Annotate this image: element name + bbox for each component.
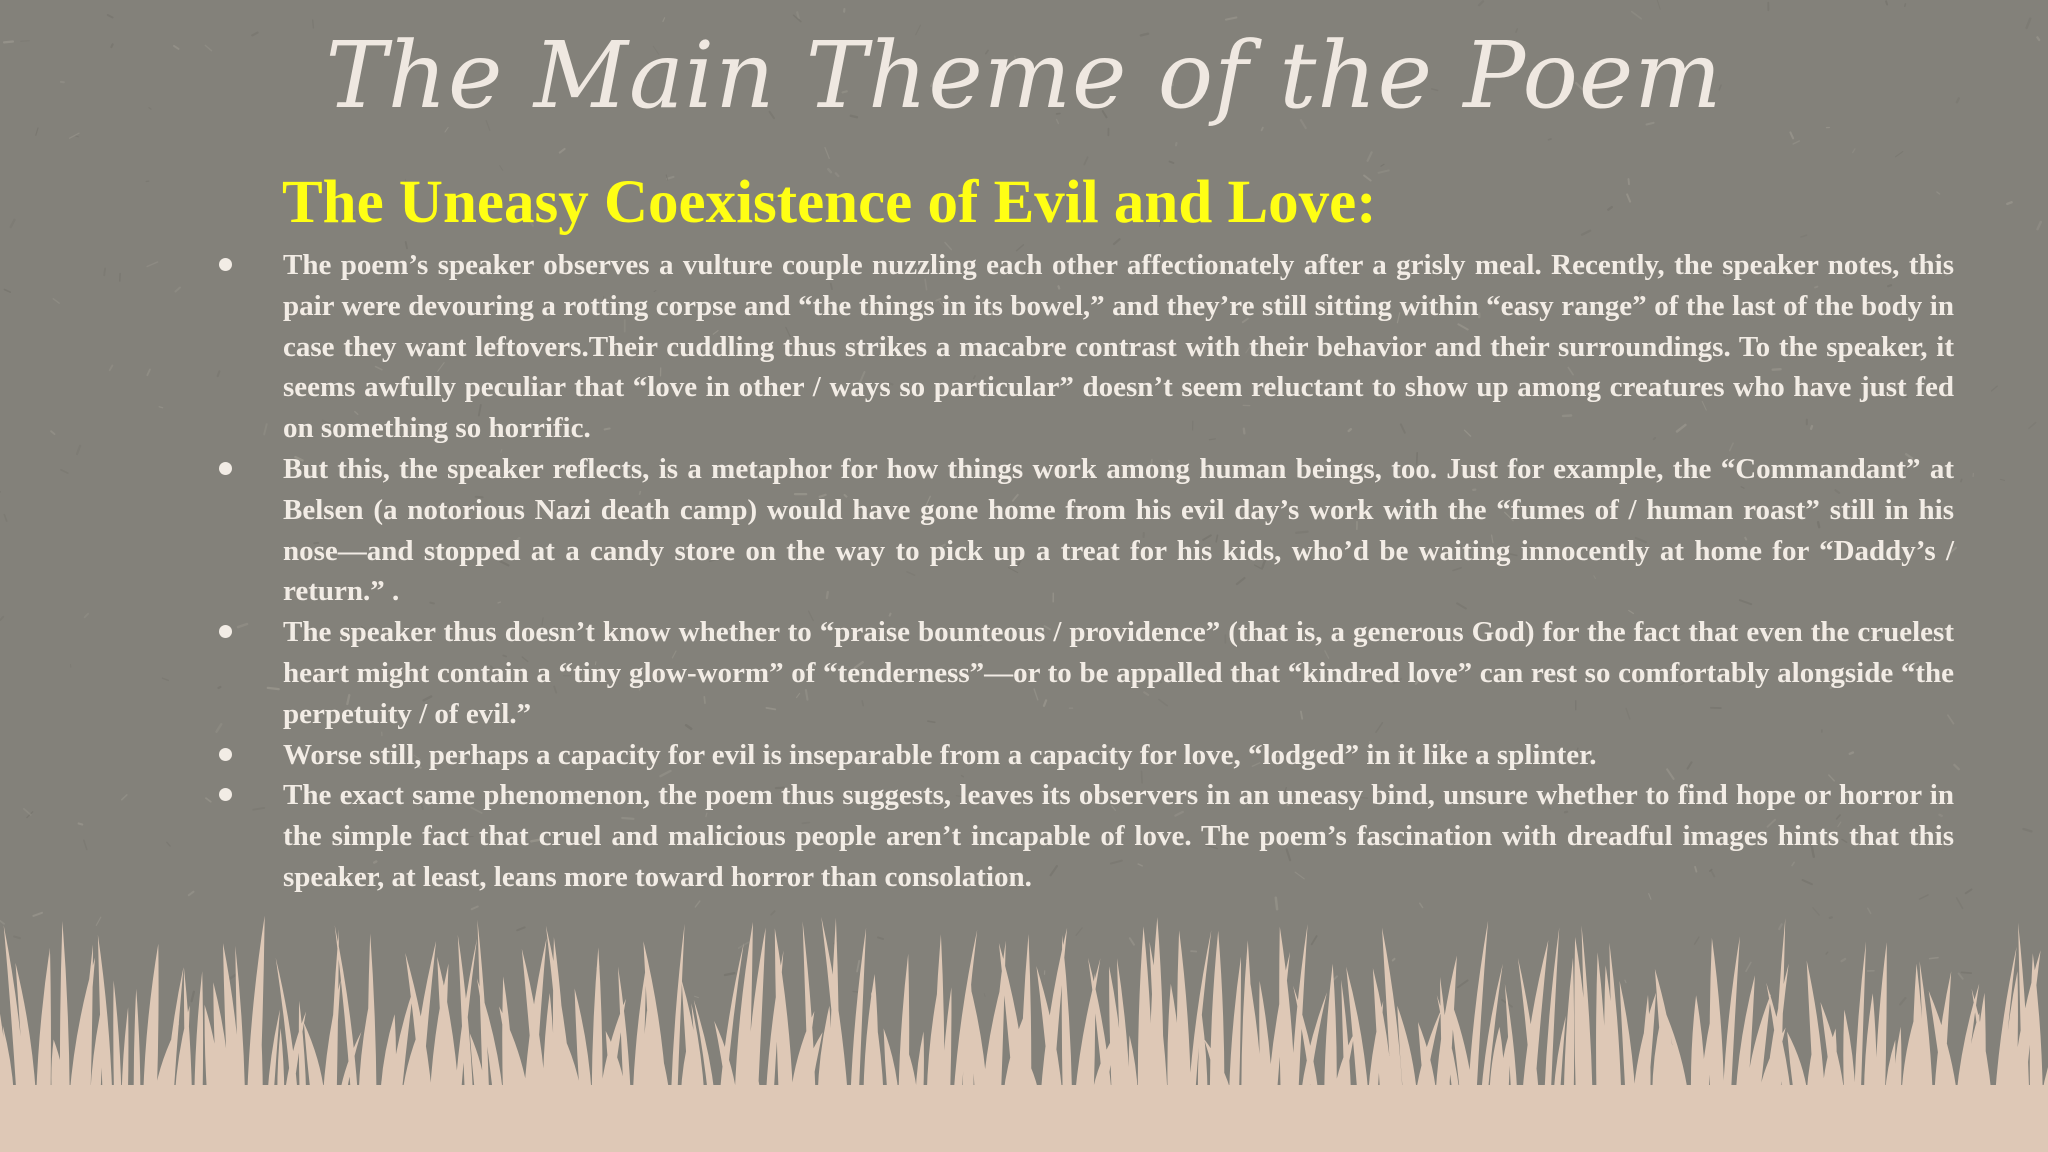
bullet-text: The speaker thus doesn’t know whether to “praise bounteous / providence” (that is, a generous God) for the fact that even the cruelest heart might contain a “tiny glow-worm” of “tenderness”—or to be appalled that “kindred love” can rest so comfortably alongside “the perpetuity / of evil.” [283, 616, 1954, 730]
bullet-text: Worse still, perhaps a capacity for evil is inseparable from a capacity for love, “lodged” in it like a splinter. [283, 738, 1597, 771]
bullet-text: The exact same phenomenon, the poem thus suggests, leaves its observers in an uneasy bind, unsure whether to find hope or horror in the simple fact that cruel and malicious people aren’t incapable of love. The poem’s fascination with dreadful images hints that this speaker, at least, leans more toward horror than consolation. [283, 779, 1954, 893]
slide-title: The Main Theme of the Poem [325, 22, 1723, 129]
slide-subtitle: The Uneasy Coexistence of Evil and Love: [282, 169, 1377, 236]
bullet-text: But this, the speaker reflects, is a metaphor for how things work among human beings, too. Just for example, the “Commandant” at Belsen (a notorious Nazi death camp) would have gone home from his evil day’s work with the “fumes of / human roast” still in his nose—and stopped at a candy store on the way to pick up a treat for his kids, who’d be waiting innocently at home for “Daddy’s / return.” . [283, 452, 1954, 608]
bullet-text: The poem’s speaker observes a vulture couple nuzzling each other affectionately after a grisly meal. Recently, the speaker notes, this pair were devouring a rotting corpse and “the things in its bowel,” and they’re still sitting within “easy range” of the last of the body in case they want leftovers.Their cuddling thus strikes a macabre contrast with their behavior and their surroundings. To the speaker, it seems awfully peculiar that “love in other / ways so particular” doesn’t seem reluctant to show up among creatures who have just fed on something so horrific. [283, 249, 1954, 445]
